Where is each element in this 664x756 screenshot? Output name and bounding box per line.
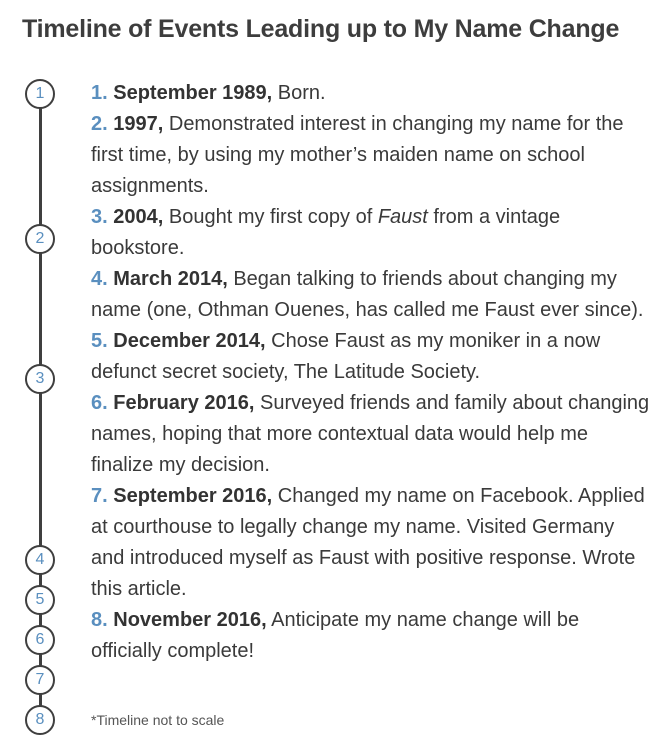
event-number: 3. [91,206,108,228]
event-date: February 2016, [113,392,255,414]
event-number: 8. [91,609,108,631]
timeline-marker-6: 6 [25,625,55,655]
event-item [91,264,651,326]
event-item [91,388,651,481]
timeline-marker-5: 5 [25,585,55,615]
event-text: Born. [272,82,326,104]
footnote: *Timeline not to scale [91,712,225,728]
event-date: December 2014, [113,330,266,352]
event-item [91,202,651,264]
event-date: September 2016, [113,485,273,507]
event-text: Surveyed friends and family about changing names, hoping that more contextual data would help me finalize my decision. [91,392,650,476]
event-item [91,109,651,202]
event-text: Bought my first copy of [163,206,378,228]
timeline-marker-1: 1 [25,79,55,109]
timeline-marker-7: 7 [25,665,55,695]
book-title: Faust [377,206,428,228]
event-number: 4. [91,268,108,290]
timeline-marker-3: 3 [25,364,55,394]
event-list [91,78,651,667]
event-text: Anticipate my name change will be officially complete! [91,609,580,662]
event-number: 6. [91,392,108,414]
event-text: Changed my name on Facebook. Applied at courthouse to legally change my name. Visited Germany and introduced myself as Faust with positive response. Wrote this article. [91,485,645,600]
timeline-marker-2: 2 [25,224,55,254]
event-text: Demonstrated interest in changing my name for the first time, by using my mother’s maiden name on school assignments. [91,113,624,197]
event-date: 2004, [113,206,164,228]
event-number: 5. [91,330,108,352]
event-number: 2. [91,113,108,135]
event-date: March 2014, [113,268,228,290]
timeline-marker-4: 4 [25,545,55,575]
event-item [91,605,651,667]
event-date: 1997, [113,113,164,135]
event-number: 7. [91,485,108,507]
event-item [91,481,651,605]
event-date: September 1989, [113,82,273,104]
timeline-marker-8: 8 [25,705,55,735]
event-number: 1. [91,82,108,104]
event-text: Chose Faust as my moniker in a now defunct secret society, The Latitude Society. [91,330,601,383]
event-item [91,326,651,388]
event-item [91,78,651,109]
event-text: Began talking to friends about changing my name (one, Othman Ouenes, has called me Faust ever since). [91,268,644,321]
event-date: November 2016, [113,609,267,631]
page-title: Timeline of Events Leading up to My Name Change [22,15,620,43]
event-text: from a vintage bookstore. [91,206,561,259]
